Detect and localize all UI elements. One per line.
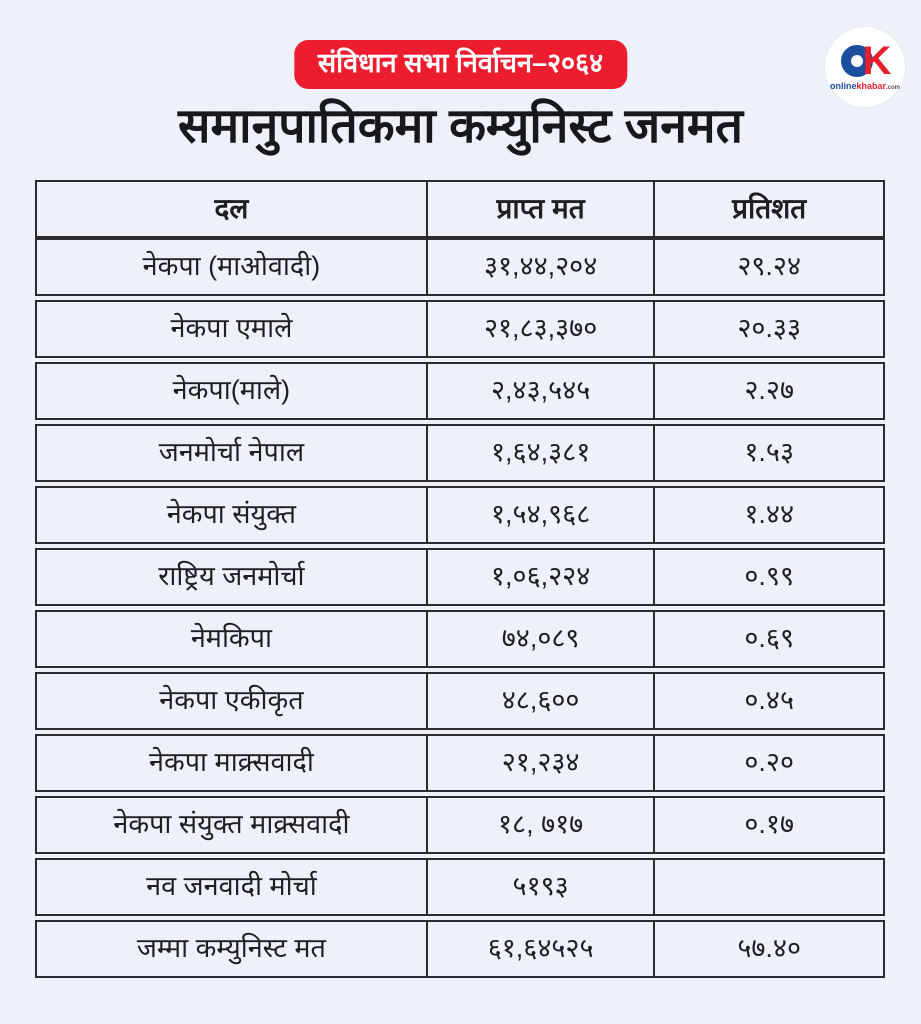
percent-cell: १.५३ [744, 437, 794, 468]
party-cell: नेकपा संयुक्त [37, 488, 428, 542]
table-row [35, 734, 885, 792]
percent-cell: ०.६९ [744, 623, 794, 654]
header-percent: प्रतिशत [732, 192, 807, 224]
table-row [35, 238, 885, 296]
votes-cell: ५१९३ [428, 860, 656, 914]
votes-cell: १,५४,९६८ [428, 488, 656, 542]
percent-cell: ०.१७ [744, 809, 794, 840]
table-row [35, 858, 885, 916]
percent-cell: २०.३३ [737, 313, 802, 344]
percent-cell: २९.२४ [737, 251, 802, 282]
votes-cell: ७४,०८९ [428, 612, 656, 666]
percent-cell [655, 860, 883, 914]
header-votes: प्राप्त मत [428, 182, 656, 236]
table-row [35, 796, 885, 854]
party-cell: नेकपा संयुक्त माक्र्सवादी [37, 798, 428, 852]
party-cell: नव जनवादी मोर्चा [37, 860, 428, 914]
percent-cell: ०.२० [744, 747, 794, 778]
table-row [35, 548, 885, 606]
logo-k-letter: K [862, 39, 890, 83]
party-cell: नेकपा (माओवादी) [37, 240, 428, 294]
votes-cell: १,६४,३८१ [428, 426, 656, 480]
table-row [35, 300, 885, 358]
logo-word-khabar: khabar [856, 81, 886, 91]
votes-cell: १८, ७१७ [428, 798, 656, 852]
party-cell: नेकपा(माले) [37, 364, 428, 418]
party-cell: जनमोर्चा नेपाल [37, 426, 428, 480]
votes-cell: ३१,४४,२०४ [428, 240, 656, 294]
page-title: समानुपातिकमा कम्युनिस्ट जनमत [178, 100, 743, 153]
party-cell: नेकपा एमाले [37, 302, 428, 356]
votes-cell: २१,८३,३७० [428, 302, 656, 356]
percent-cell: ५७.४० [737, 933, 802, 964]
party-cell: राष्ट्रिय जनमोर्चा [37, 550, 428, 604]
votes-cell: २,४३,५४५ [428, 364, 656, 418]
votes-cell: १,०६,२२४ [428, 550, 656, 604]
percent-cell: २.२७ [744, 375, 794, 406]
table-row [35, 920, 885, 978]
table-row [35, 672, 885, 730]
votes-cell: ४८,६०० [428, 674, 656, 728]
logo-tld: .com [886, 85, 901, 91]
table-body [35, 238, 885, 978]
votes-cell: २१,२३४ [428, 736, 656, 790]
table-row [35, 424, 885, 482]
party-cell: नेकपा माक्र्सवादी [37, 736, 428, 790]
party-cell: जम्मा कम्युनिस्ट मत [37, 922, 428, 976]
results-table [35, 180, 885, 978]
table-row [35, 486, 885, 544]
party-cell: नेमकिपा [37, 612, 428, 666]
logo-wordmark [830, 81, 900, 91]
percent-cell: १.४४ [744, 499, 794, 530]
votes-cell: ६१,६४५२५ [428, 922, 656, 976]
party-cell: नेकपा एकीकृत [37, 674, 428, 728]
percent-cell: ०.४५ [744, 685, 794, 716]
percent-cell: ०.९९ [744, 561, 794, 592]
header-party: दल [37, 182, 428, 236]
table-header-row [35, 180, 885, 238]
election-badge: संविधान सभा निर्वाचन–२०६४ [294, 40, 627, 89]
table-row [35, 610, 885, 668]
ok-logo-icon [841, 39, 890, 83]
logo-word-online: online [829, 81, 857, 91]
table-row [35, 362, 885, 420]
